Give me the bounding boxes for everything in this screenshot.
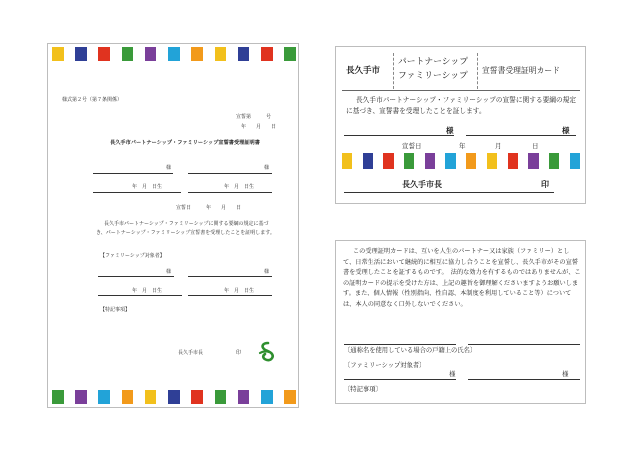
rainbow-square	[528, 153, 538, 169]
card-line2: ファミリーシップ	[398, 71, 468, 81]
rainbow-square	[284, 390, 296, 404]
rainbow-square	[425, 153, 435, 169]
card-rainbow-strip	[342, 153, 580, 169]
partner2-name-line	[188, 173, 272, 174]
family2-name-line	[188, 276, 272, 277]
partner1-birth: 年 月 日生	[132, 184, 163, 190]
rainbow-square	[98, 390, 110, 404]
rainbow-square	[215, 47, 227, 61]
oath-date: 宣誓日 年 月 日	[176, 205, 242, 211]
card-mayor-line	[344, 192, 554, 193]
rainbow-square	[52, 47, 64, 61]
rainbow-square	[122, 390, 134, 404]
card-back-family1-line	[344, 379, 456, 380]
card-sama1: 様	[446, 126, 454, 135]
rainbow-square	[238, 390, 250, 404]
rainbow-square	[168, 390, 180, 404]
card-front-body: 長久手市パートナーシップ・ファミリーシップの宣誓に関する要綱の規定に基づき、宣誓書を受理したことを証します。	[346, 96, 577, 115]
legal-name-line2	[468, 344, 580, 345]
family-heading: 【ファミリーシップ対象者】	[100, 253, 165, 259]
rainbow-square	[261, 390, 273, 404]
card-header-rule	[342, 90, 580, 91]
card-back-sama2: 様	[562, 370, 569, 378]
card-mayor: 長久手市長	[402, 180, 442, 189]
family1-birth: 年 月 日生	[132, 288, 163, 294]
card-line1: パートナーシップ	[398, 57, 469, 67]
form-number: 様式第２号（第７条関係）	[62, 97, 123, 103]
card-oath-label: 宣誓日	[402, 142, 422, 150]
issue-date: 年 月 日	[241, 124, 277, 130]
card-title: 宣誓書受理証明カード	[482, 66, 560, 75]
card-oath-month: 月	[495, 142, 502, 150]
family2-birth: 年 月 日生	[224, 288, 255, 294]
card-oath-year: 年	[459, 142, 466, 150]
card-back	[335, 240, 586, 404]
card-city: 長久手市	[346, 66, 381, 76]
rainbow-square	[191, 390, 203, 404]
certificate-sheet	[47, 43, 299, 408]
rainbow-square	[383, 153, 393, 169]
rainbow-square	[52, 390, 64, 404]
partner2-birth: 年 月 日生	[224, 184, 255, 190]
rainbow-square	[75, 390, 87, 404]
city-emblem-icon	[257, 341, 279, 363]
rainbow-square	[215, 390, 227, 404]
rainbow-square	[508, 153, 518, 169]
rainbow-square	[98, 47, 110, 61]
rainbow-square	[445, 153, 455, 169]
rainbow-square	[261, 47, 273, 61]
rainbow-square	[145, 390, 157, 404]
rainbow-square	[549, 153, 559, 169]
partner1-birth-line	[93, 192, 181, 193]
rainbow-square	[284, 47, 296, 61]
rainbow-square	[342, 153, 352, 169]
rainbow-square	[168, 47, 180, 61]
rainbow-square	[570, 153, 580, 169]
card-header-divider2	[477, 53, 478, 89]
remarks-heading: 【特記事項】	[100, 307, 131, 313]
rainbow-square	[122, 47, 134, 61]
rainbow-square	[487, 153, 497, 169]
card-name2-line	[466, 135, 576, 136]
card-name1-line	[344, 135, 454, 136]
card-front	[335, 46, 586, 204]
card-seal: 印	[541, 180, 549, 189]
family2-birth-line	[188, 295, 272, 296]
partner1-sama: 様	[166, 165, 172, 171]
rainbow-square	[145, 47, 157, 61]
family1-name-line	[98, 276, 174, 277]
rainbow-square	[75, 47, 87, 61]
card-back-body: この受理証明カードは、互いを人生のパートナー又は家族（ファミリー）として、日常生活において継続的に相互に協力し合うことを宣誓し、長久手市がその宣誓書を受理したことを証するものです。 法的な効力を有するものではありませんが、この証明カードの提示を受けた方は、上記の趣旨を御理解くださいますようお願いします。また、個人情報（性別指向、性自認、本制度を利用していること等）については、本人の同意なく口外しないでください。	[343, 248, 581, 308]
certificate-body: 長久手市パートナーシップ・ファミリーシップに関する要綱の規定に基づき、パートナーシップ・ファミリーシップ宣誓書を受理したことを証明します。	[96, 221, 275, 236]
card-back-family-heading: 〔ファミリーシップ対象者〕	[344, 362, 426, 369]
partner2-sama: 様	[264, 165, 270, 171]
legal-name-line1	[344, 344, 456, 345]
card-back-family2-line	[468, 379, 580, 380]
partner1-name-line	[93, 173, 173, 174]
rainbow-square	[191, 47, 203, 61]
rainbow-strip-top	[52, 47, 296, 61]
family2-sama: 様	[264, 269, 270, 275]
card-back-remarks-heading: 〔特記事項〕	[344, 386, 382, 393]
rainbow-square	[238, 47, 250, 61]
seal-label: 印	[236, 350, 242, 356]
family1-birth-line	[98, 295, 182, 296]
rainbow-square	[363, 153, 373, 169]
certificate-title: 長久手市パートナーシップ・ファミリーシップ宣誓書受理証明書	[110, 140, 260, 146]
card-back-sama1: 様	[449, 370, 456, 378]
partner2-birth-line	[188, 192, 272, 193]
mayor-title: 長久手市長	[178, 350, 204, 356]
card-header-divider	[393, 53, 394, 89]
card-sama2: 様	[562, 126, 570, 135]
legal-name-label: 〔通称名を使用している場合の戸籍上の氏名〕	[344, 347, 477, 354]
rainbow-strip-bottom	[52, 390, 296, 404]
rainbow-square	[466, 153, 476, 169]
card-oath-day: 日	[532, 142, 539, 150]
family1-sama: 様	[166, 269, 172, 275]
rainbow-square	[404, 153, 414, 169]
oath-number: 宣誓第 号	[236, 114, 272, 120]
